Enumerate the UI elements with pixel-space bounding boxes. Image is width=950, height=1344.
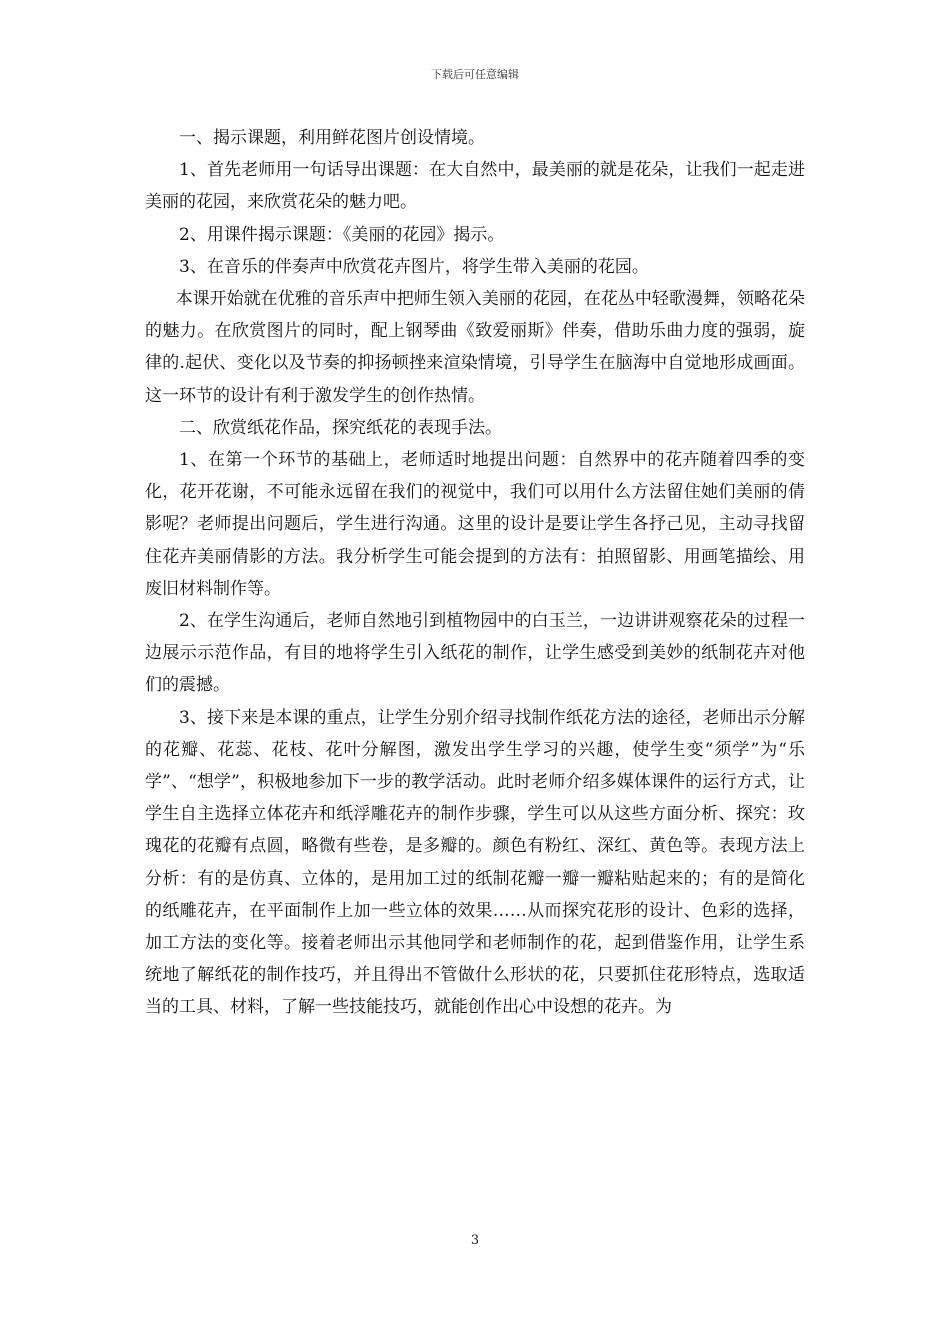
section-heading-2: 二、欣赏纸花作品，探究纸花的表现手法。 bbox=[179, 417, 502, 438]
header-note: 下载后可任意编辑 bbox=[431, 68, 519, 81]
paragraph-1: 1、首先老师用一句话导出课题：在大自然中，最美丽的就是花朵，让我们一起走进美丽的花园，来欣赏花朵的魅力吧。 bbox=[145, 160, 805, 213]
section-heading-1: 一、揭示课题，利用鲜花图片创设情境。 bbox=[179, 128, 485, 148]
paragraph-2: 2、用课件揭示课题：《美丽的花园》揭示。 bbox=[179, 224, 505, 245]
paragraph-7: 3、接下来是本课的重点，让学生分别介绍寻找制作纸花方法的途径，老师出示分解的花瓣、花蕊、花枝、花叶分解图，激发出学生学习的兴趣，使学生变“须学”为“乐学”、“想学”，积极地参加下一步的教学活动。此时老师介绍多媒体课件的运行方式，让学生自主选择立体花卉和纸浮雕花卉的制作步骤，学生可以从这些方面分析、探究：玫瑰花的花瓣有点圆，略微有些卷，是多瓣的。颜色有粉红、深红、黄色等。表现方法上分析：有的是仿真、立体的，是用加工过的纸制花瓣一瓣一瓣粘贴起来的；有的是简化的纸雕花卉，在平面制作上加一些立体的效果……从而探究花形的设计、色彩的选择，加工方法的变化等。接着老师出示其他同学和老师制作的花，起到借鉴作用，让学生系统地了解纸花的制作技巧，并且得出不管做什么形状的花，只要抓住花形特点，选取适当的工具、材料，了解一些技能技巧，就能创作出心中设想的花卉。为 bbox=[145, 707, 805, 1018]
page-number: 3 bbox=[470, 1233, 480, 1248]
paragraph-5: 1、在第一个环节的基础上，老师适时地提出问题：自然界中的花卉随着四季的变化，花开花谢，不可能永远留在我们的视觉中，我们可以用什么方法留住她们美丽的倩影呢？老师提出问题后，学生进行沟通。这里的设计是要让学生各抒己见，主动寻找留住花卉美丽倩影的方法。我分析学生可能会提到的方法有：拍照留影、用画笔描绘、用废旧材料制作等。 bbox=[145, 450, 805, 599]
paragraph-6: 2、在学生沟通后，老师自然地引到植物园中的白玉兰，一边讲讲观察花朵的过程一边展示示范作品，有目的地将学生引入纸花的制作，让学生感受到美妙的纸制花卉对他们的震撼。 bbox=[145, 611, 805, 696]
paragraph-4: 本课开始就在优雅的音乐声中把师生领入美丽的花园，在花丛中轻歌漫舞，领略花朵的魅力。在欣赏图片的同时，配上钢琴曲《致爱丽斯》伴奏，借助乐曲力度的强弱，旋律的.起伏、变化以及节奏的抑扬顿挫来渲染情境，引导学生在脑海中自觉地形成画面。这一环节的设计有利于激发学生的创作热情。 bbox=[145, 289, 805, 406]
document-body bbox=[145, 122, 805, 1024]
paragraph-3: 3、在音乐的伴奏声中欣赏花卉图片，将学生带入美丽的花园。 bbox=[179, 256, 649, 277]
